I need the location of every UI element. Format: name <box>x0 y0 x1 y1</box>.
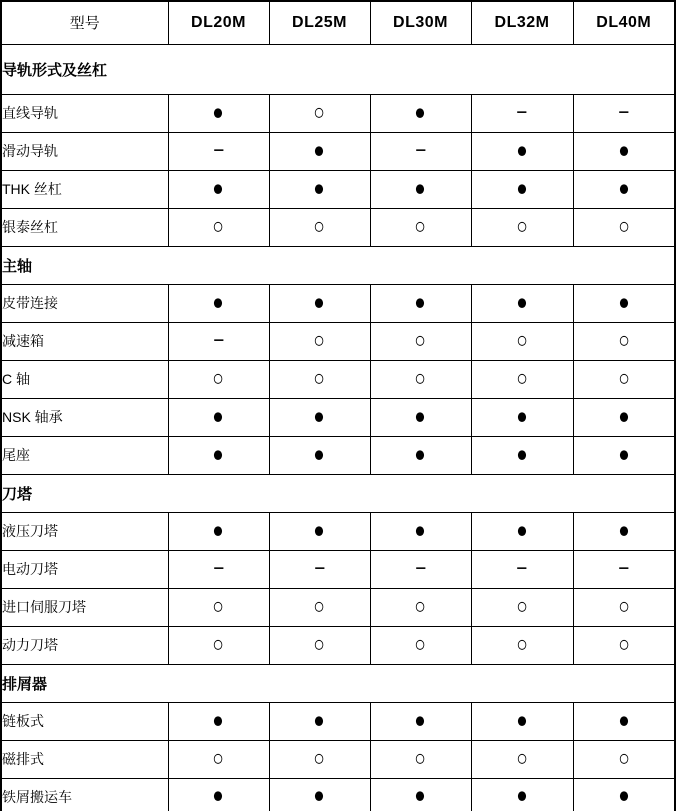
filled-circle-icon: ● <box>618 290 630 315</box>
value-cell <box>471 740 573 778</box>
filled-circle-icon: ● <box>516 138 528 163</box>
value-cell <box>269 284 370 322</box>
open-circle-icon: ○ <box>516 366 528 391</box>
value-cell <box>269 626 370 664</box>
open-circle-icon: ○ <box>414 214 427 239</box>
section-title: 刀塔 <box>1 474 675 512</box>
model-header-dl40m: DL40M <box>573 1 675 44</box>
value-cell <box>269 94 370 132</box>
value-cell <box>370 778 471 811</box>
row-belt-connection <box>1 284 675 322</box>
value-cell <box>471 550 573 588</box>
value-cell <box>168 360 269 398</box>
filled-circle-icon: ● <box>212 100 225 125</box>
value-cell <box>168 132 269 170</box>
filled-circle-icon: ● <box>212 176 225 201</box>
filled-circle-icon: ● <box>313 290 326 315</box>
row-label: 银泰丝杠 <box>1 208 168 246</box>
value-cell <box>168 626 269 664</box>
row-label: 液压刀塔 <box>1 512 168 550</box>
row-yintai-ballscrew <box>1 208 675 246</box>
value-cell <box>168 778 269 811</box>
value-cell <box>573 778 675 811</box>
filled-circle-icon: ● <box>516 783 528 809</box>
value-cell <box>168 170 269 208</box>
value-cell <box>471 208 573 246</box>
value-cell <box>168 740 269 778</box>
row-electric-turret <box>1 550 675 588</box>
filled-circle-icon: ● <box>313 138 326 163</box>
filled-circle-icon: ● <box>618 518 630 543</box>
filled-circle-icon: ● <box>414 442 427 467</box>
value-cell <box>168 588 269 626</box>
value-cell <box>573 284 675 322</box>
value-cell <box>370 398 471 436</box>
value-cell <box>573 360 675 398</box>
filled-circle-icon: ● <box>516 518 528 543</box>
open-circle-icon: ○ <box>516 594 528 619</box>
value-cell <box>573 94 675 132</box>
filled-circle-icon: ● <box>313 708 326 733</box>
row-thk-ballscrew <box>1 170 675 208</box>
filled-circle-icon: ● <box>516 404 528 429</box>
filled-circle-icon: ● <box>414 708 427 733</box>
open-circle-icon: ○ <box>212 594 225 619</box>
filled-circle-icon: ● <box>618 138 630 163</box>
open-circle-icon: ○ <box>618 214 630 239</box>
dash-icon: − <box>414 138 427 163</box>
filled-circle-icon: ● <box>516 708 528 733</box>
filled-circle-icon: ● <box>414 518 427 543</box>
filled-circle-icon: ● <box>313 518 326 543</box>
open-circle-icon: ○ <box>212 632 225 657</box>
filled-circle-icon: ● <box>516 442 528 467</box>
section-title: 排屑器 <box>1 664 675 702</box>
open-circle-icon: ○ <box>618 366 630 391</box>
open-circle-icon: ○ <box>414 328 427 353</box>
value-cell <box>370 322 471 360</box>
filled-circle-icon: ● <box>414 783 427 809</box>
row-label: NSK 轴承 <box>1 398 168 436</box>
value-cell <box>471 398 573 436</box>
value-cell <box>168 284 269 322</box>
filled-circle-icon: ● <box>618 783 630 809</box>
value-cell <box>370 94 471 132</box>
value-cell <box>471 702 573 740</box>
value-cell <box>370 132 471 170</box>
header-row <box>1 1 675 44</box>
row-label: THK 丝杠 <box>1 170 168 208</box>
value-cell <box>269 398 370 436</box>
filled-circle-icon: ● <box>414 100 427 125</box>
value-cell <box>573 436 675 474</box>
value-cell <box>471 284 573 322</box>
value-cell <box>269 436 370 474</box>
value-cell <box>269 778 370 811</box>
dash-icon: − <box>212 138 225 163</box>
filled-circle-icon: ● <box>516 290 528 315</box>
section-row-guideway-and-ballscrew <box>1 44 675 94</box>
dash-icon: − <box>516 100 528 125</box>
open-circle-icon: ○ <box>516 746 528 771</box>
filled-circle-icon: ● <box>414 290 427 315</box>
open-circle-icon: ○ <box>212 214 225 239</box>
section-title: 导轨形式及丝杠 <box>1 44 675 94</box>
row-magnetic-type <box>1 740 675 778</box>
value-cell <box>168 512 269 550</box>
filled-circle-icon: ● <box>313 783 326 809</box>
value-cell <box>573 170 675 208</box>
value-cell <box>471 94 573 132</box>
filled-circle-icon: ● <box>414 404 427 429</box>
value-cell <box>471 588 573 626</box>
row-tailstock <box>1 436 675 474</box>
value-cell <box>370 588 471 626</box>
filled-circle-icon: ● <box>618 176 630 201</box>
filled-circle-icon: ● <box>212 518 225 543</box>
open-circle-icon: ○ <box>414 746 427 771</box>
row-label: 链板式 <box>1 702 168 740</box>
value-cell <box>573 208 675 246</box>
row-label: C 轴 <box>1 360 168 398</box>
open-circle-icon: ○ <box>414 594 427 619</box>
filled-circle-icon: ● <box>313 442 326 467</box>
value-cell <box>269 132 370 170</box>
filled-circle-icon: ● <box>212 708 225 733</box>
value-cell <box>370 512 471 550</box>
value-cell <box>370 436 471 474</box>
row-chain-plate-type <box>1 702 675 740</box>
open-circle-icon: ○ <box>618 328 630 353</box>
open-circle-icon: ○ <box>313 214 326 239</box>
value-cell <box>573 512 675 550</box>
dash-icon: − <box>618 556 630 581</box>
model-header-dl20m: DL20M <box>168 1 269 44</box>
value-cell <box>168 550 269 588</box>
open-circle-icon: ○ <box>313 594 326 619</box>
open-circle-icon: ○ <box>212 746 225 771</box>
dash-icon: − <box>212 556 225 581</box>
filled-circle-icon: ● <box>618 404 630 429</box>
row-label: 减速箱 <box>1 322 168 360</box>
value-cell <box>168 436 269 474</box>
value-cell <box>269 550 370 588</box>
value-cell <box>269 322 370 360</box>
filled-circle-icon: ● <box>212 290 225 315</box>
filled-circle-icon: ● <box>618 708 630 733</box>
value-cell <box>471 436 573 474</box>
value-cell <box>471 322 573 360</box>
row-label: 皮带连接 <box>1 284 168 322</box>
open-circle-icon: ○ <box>516 632 528 657</box>
value-cell <box>269 588 370 626</box>
value-cell <box>370 284 471 322</box>
value-cell <box>168 94 269 132</box>
row-c-axis <box>1 360 675 398</box>
model-header-dl25m: DL25M <box>269 1 370 44</box>
row-power-turret <box>1 626 675 664</box>
value-cell <box>370 626 471 664</box>
filled-circle-icon: ● <box>313 176 326 201</box>
value-cell <box>471 778 573 811</box>
dash-icon: − <box>516 556 528 581</box>
value-cell <box>573 398 675 436</box>
dash-icon: − <box>212 328 225 353</box>
value-cell <box>471 360 573 398</box>
open-circle-icon: ○ <box>618 632 630 657</box>
open-circle-icon: ○ <box>618 594 630 619</box>
value-cell <box>269 170 370 208</box>
section-row-chip-conveyor <box>1 664 675 702</box>
filled-circle-icon: ● <box>212 404 225 429</box>
filled-circle-icon: ● <box>516 176 528 201</box>
value-cell <box>269 208 370 246</box>
model-column-header: 型号 <box>1 1 168 44</box>
open-circle-icon: ○ <box>313 632 326 657</box>
value-cell <box>471 170 573 208</box>
value-cell <box>269 360 370 398</box>
model-header-dl32m: DL32M <box>471 1 573 44</box>
value-cell <box>573 132 675 170</box>
row-linear-guideway <box>1 94 675 132</box>
value-cell <box>573 740 675 778</box>
value-cell <box>370 702 471 740</box>
value-cell <box>168 398 269 436</box>
open-circle-icon: ○ <box>414 366 427 391</box>
value-cell <box>370 360 471 398</box>
open-circle-icon: ○ <box>212 366 225 391</box>
section-title: 主轴 <box>1 246 675 284</box>
value-cell <box>370 208 471 246</box>
model-header-dl30m: DL30M <box>370 1 471 44</box>
value-cell <box>471 512 573 550</box>
row-sliding-guideway <box>1 132 675 170</box>
row-label: 尾座 <box>1 436 168 474</box>
open-circle-icon: ○ <box>618 746 630 771</box>
value-cell <box>370 740 471 778</box>
section-row-spindle <box>1 246 675 284</box>
filled-circle-icon: ● <box>212 783 225 809</box>
section-row-turret <box>1 474 675 512</box>
value-cell <box>168 702 269 740</box>
row-label: 磁排式 <box>1 740 168 778</box>
value-cell <box>269 740 370 778</box>
value-cell <box>370 550 471 588</box>
row-imported-servo-turret <box>1 588 675 626</box>
row-nsk-bearing <box>1 398 675 436</box>
open-circle-icon: ○ <box>516 328 528 353</box>
row-reduction-gearbox <box>1 322 675 360</box>
value-cell <box>573 626 675 664</box>
row-hydraulic-turret <box>1 512 675 550</box>
open-circle-icon: ○ <box>313 366 326 391</box>
filled-circle-icon: ● <box>212 442 225 467</box>
row-label: 滑动导轨 <box>1 132 168 170</box>
row-label: 动力刀塔 <box>1 626 168 664</box>
row-label: 铁屑搬运车 <box>1 778 168 811</box>
value-cell <box>573 702 675 740</box>
value-cell <box>269 512 370 550</box>
open-circle-icon: ○ <box>313 100 326 125</box>
dash-icon: − <box>313 556 326 581</box>
value-cell <box>573 550 675 588</box>
dash-icon: − <box>618 100 630 125</box>
value-cell <box>168 322 269 360</box>
filled-circle-icon: ● <box>313 404 326 429</box>
filled-circle-icon: ● <box>618 442 630 467</box>
value-cell <box>471 132 573 170</box>
value-cell <box>573 588 675 626</box>
row-label: 电动刀塔 <box>1 550 168 588</box>
filled-circle-icon: ● <box>414 176 427 201</box>
open-circle-icon: ○ <box>313 328 326 353</box>
value-cell <box>370 170 471 208</box>
value-cell <box>168 208 269 246</box>
row-chip-cart <box>1 778 675 811</box>
open-circle-icon: ○ <box>516 214 528 239</box>
value-cell <box>269 702 370 740</box>
row-label: 进口伺服刀塔 <box>1 588 168 626</box>
dash-icon: − <box>414 556 427 581</box>
row-label: 直线导轨 <box>1 94 168 132</box>
open-circle-icon: ○ <box>313 746 326 771</box>
value-cell <box>573 322 675 360</box>
value-cell <box>471 626 573 664</box>
open-circle-icon: ○ <box>414 632 427 657</box>
